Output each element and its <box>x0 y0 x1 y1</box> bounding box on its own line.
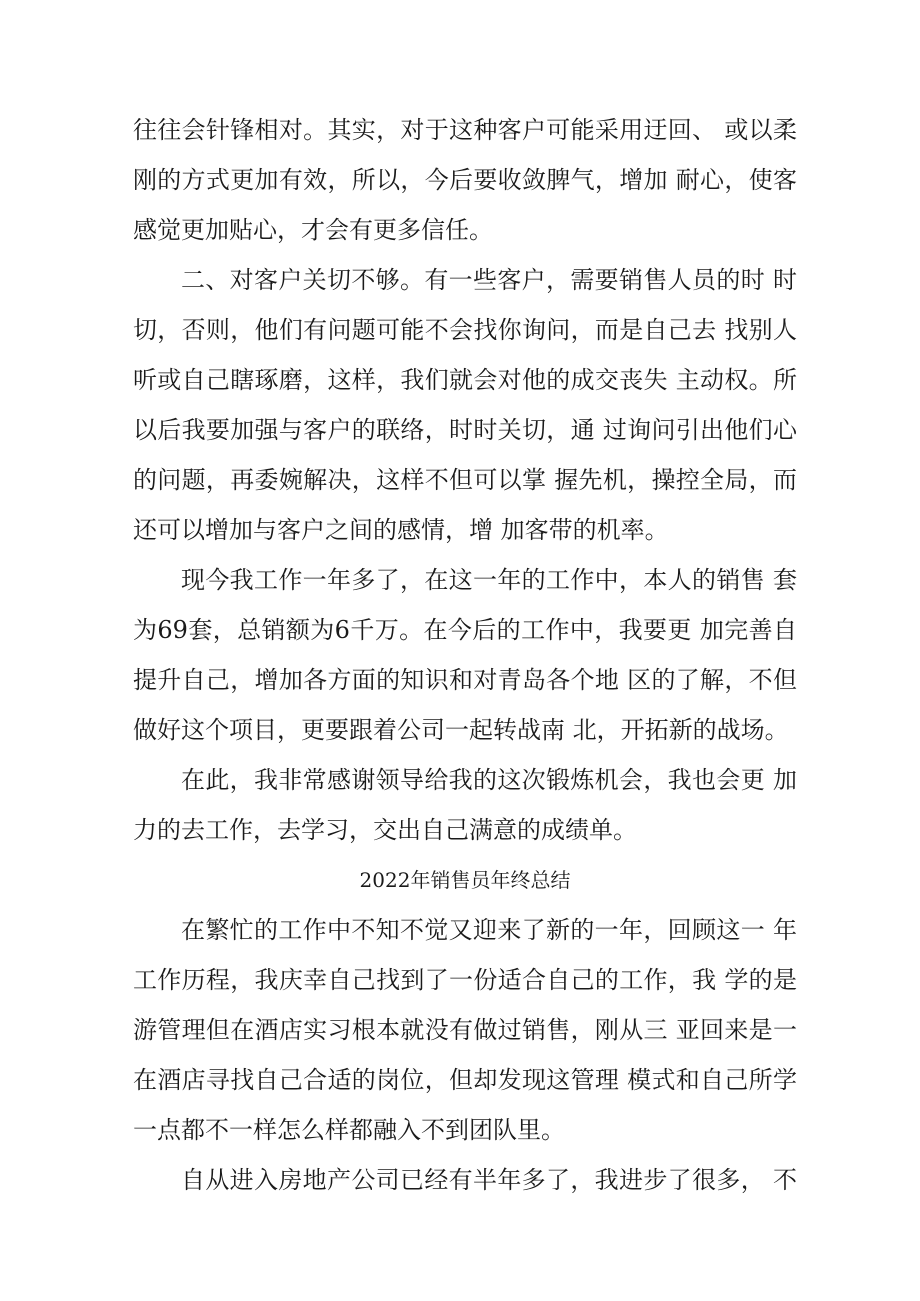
text-line: 在酒店寻找自己合适的岗位，但却发现这管理 模式和自己所学 <box>133 1066 797 1094</box>
text-line: 以后我要加强与客户的联络，时时关切，通 过询问引出他们心 <box>133 416 797 444</box>
text-line: 感觉更加贴心，才会有更多信任。 <box>133 216 493 244</box>
text-line: 往往会针锋相对。其实，对于这种客户可能采用迂回、 或以柔 <box>133 116 797 144</box>
text-line: 自从进入房地产公司已经有半年多了，我进步了很多， 不 <box>181 1166 797 1194</box>
text-line: 为69套，总销额为6千万。在今后的工作中，我要更 加完善自 <box>133 616 797 644</box>
text-line: 游管理但在酒店实习根本就没有做过销售，刚从三 亚回来是一 <box>133 1016 797 1044</box>
text-line: 一点都不一样怎么样都融入不到团队里。 <box>133 1116 565 1144</box>
section-title: 2022年销售员年终总结 <box>359 868 571 892</box>
text-line: 做好这个项目，更要跟着公司一起转战南 北，开拓新的战场。 <box>133 716 789 744</box>
text-line: 的问题，再委婉解决，这样不但可以掌 握先机，操控全局，而 <box>133 466 797 494</box>
text-line: 刚的方式更加有效，所以，今后要收敛脾气，增加 耐心，使客 <box>133 166 797 194</box>
text-line: 在此，我非常感谢领导给我的这次锻炼机会，我也会更 加 <box>181 766 797 794</box>
text-line: 切，否则，他们有问题可能不会找你询问，而是自己去 找别人 <box>133 316 797 344</box>
text-line: 听或自己瞎琢磨，这样，我们就会对他的成交丧失 主动权。所 <box>133 366 797 394</box>
text-line: 现今我工作一年多了，在这一年的工作中，本人的销售 套 <box>181 566 797 594</box>
text-line: 二、对客户关切不够。有一些客户，需要销售人员的时 时 <box>181 266 797 294</box>
text-line: 提升自己，增加各方面的知识和对青岛各个地 区的了解，不但 <box>133 666 797 694</box>
document-body <box>133 105 797 1205</box>
text-line: 在繁忙的工作中不知不觉又迎来了新的一年，回顾这一 年 <box>181 916 797 944</box>
text-line: 力的去工作，去学习，交出自己满意的成绩单。 <box>133 816 637 844</box>
text-line: 还可以增加与客户之间的感情，增 加客带的机率。 <box>133 516 669 544</box>
text-line: 工作历程，我庆幸自己找到了一份适合自己的工作，我 学的是 <box>133 966 797 994</box>
